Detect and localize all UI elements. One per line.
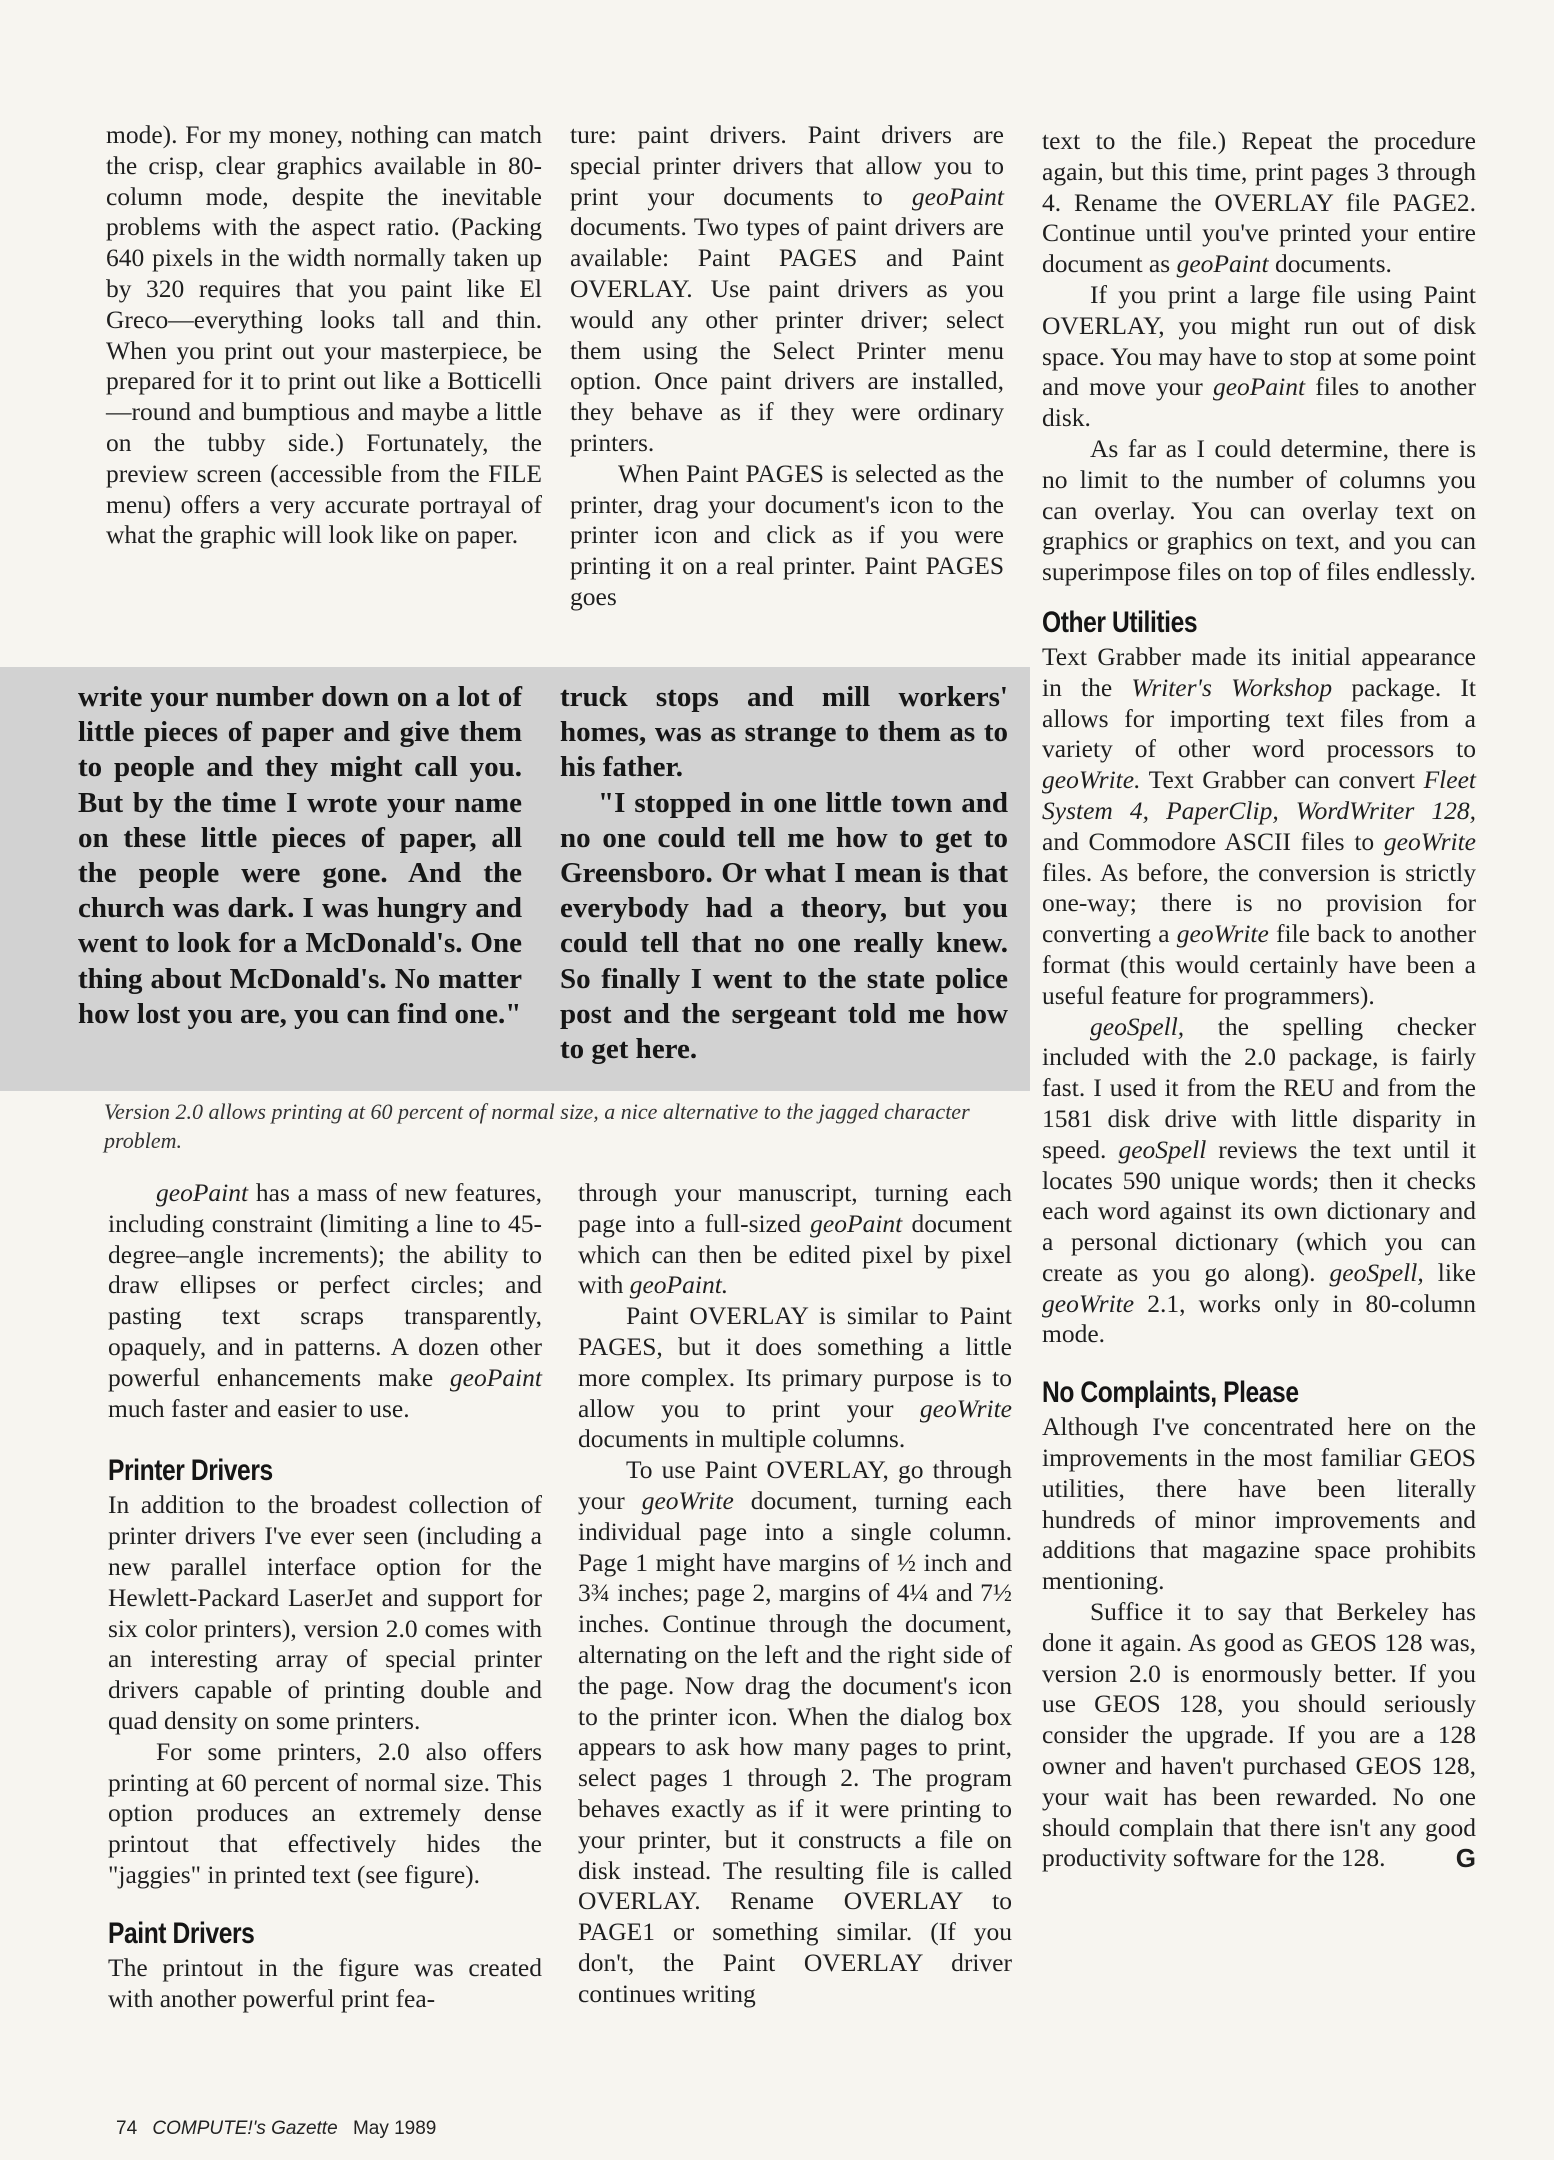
page-number: 74 [116,2118,138,2139]
paragraph: When Paint PAGES is selected as the printer, drag your document's icon to the printer icon and click as if you were printing it on a real printer. Paint PAGES goes [570,458,1004,611]
pull-quote-text: truck stops and mill workers' homes, was as strange to them as to his father. [560,681,1008,784]
paragraph: In addition to the broadest collection of printer drivers I've ever seen (including a new parallel interface option for the Hewlett-Packard LaserJet and support for six color printers), version 2.0 comes with an interesting array of special printer drivers capable of printing double and quad density on some printers. [108,1490,542,1735]
pull-quote-right [560,680,1008,1067]
paragraph: The printout in the figure was created with another powerful print fea- [108,1952,542,2013]
paragraph: Text Grabber made its initial appearance in the Writer's Workshop package. It allows for importing text files from a variety of other word processors to geoWrite. Text Grabber can convert Fleet System 4, PaperClip, WordWriter 128, and Commodore ASCII files to geoWrite files. As before, the conversion is strictly one-way; there is no provision for converting a geoWrite file back to another format (this would certainly have been a useful feature for programmers). [1042,641,1476,1010]
column-3 [1042,126,1476,1874]
paragraph: text to the file.) Repeat the procedure again, but this time, print pages 3 through 4. Rename the OVERLAY file PAGE2. Continue until you've printed your entire document as geoPaint documents. [1042,126,1476,279]
section-heading-paint-drivers: Paint Drivers [108,1916,255,1950]
paragraph: mode). For my money, nothing can match the crisp, clear graphics available in 80-column mode, despite the inevitable problems with the aspect ratio. (Packing 640 pixels in the width normally taken up by 320 requires that you paint like El Greco—everything looks tall and thin. When you print out your masterpiece, be prepared for it to print out like a Botticelli—round and bumptious and maybe a little on the tubby side.) Fortunately, the preview screen (accessible from the FILE menu) offers a very accurate portrayal of what the graphic will look like on paper. [106,120,542,550]
paragraph: To use Paint OVERLAY, go through your geoWrite document, turning each individual page into a single column. Page 1 might have margins of ½ inch and 3¾ inches; page 2, margins of 4¼ and 7½ inches. Continue through the document, alternating on the left and the right side of the page. Now drag the document's icon to the printer icon. When the dialog box appears to ask how many pages to print, select pages 1 through 2. The program behaves exactly as if it were printing to your printer, but it constructs a file on disk instead. The resulting file is called OVERLAY. Rename OVERLAY to PAGE1 or something similar. (If you don't, the Paint OVERLAY driver continues writing [578,1455,1012,2008]
paragraph: geoPaint has a mass of new features, including constraint (limiting a line to 45-degree–angle increments); the ability to draw ellipses or perfect circles; and pasting text scraps transparently, opaquely, and in patterns. A dozen other powerful enhancements make geoPaint much faster and easier to use. [108,1178,542,1423]
paragraph: As far as I could determine, there is no limit to the number of columns you can overlay. You can overlay text on graphics or graphics on text, and you can superimpose files on top of files endlessly. [1042,433,1476,587]
paragraph: If you print a large file using Paint OVERLAY, you might run out of disk space. You may have to stop at some point and move your geoPaint files to another disk. [1042,279,1476,433]
figure-caption: Version 2.0 allows printing at 60 percent of normal size, a nice alternative to the jagged character problem. [104,1099,970,1153]
paragraph: For some printers, 2.0 also offers printing at 60 percent of normal size. This option produces an extremely dense printout that effectively hides the "jaggies" in printed text (see figure). [108,1736,542,1889]
paragraph: through your manuscript, turning each page into a full-sized geoPaint document which can then be edited pixel by pixel with geoPaint. [578,1178,1012,1300]
column-1-top [106,120,542,551]
pull-quote-text: "I stopped in one little town and no one could tell me how to get to Greensboro. Or what I mean is that everybody had a theory, but you could tell that no one really knew. So finally I went to the state police post and the sergeant told me how to get here. [560,786,1008,1066]
paragraph: Suffice it to say that Berkeley has done it again. As good as GEOS 128 was, version 2.0 is enormously better. If you use GEOS 128, you should seriously consider the upgrade. If you are a 128 owner and haven't purchased GEOS 128, your wait has been rewarded. No one should complain that there isn't any good productivity software for the 128. G [1042,1597,1476,1874]
section-heading-printer-drivers: Printer Drivers [108,1454,273,1488]
end-mark: G [1455,1843,1476,1874]
issue-date: May 1989 [352,2118,437,2139]
pull-quote-text: write your number down on a lot of little pieces of paper and give them to people and they might call you. But by the time I wrote your name on these little pieces of paper, all the people were gone. And the church was dark. I was hungry and went to look for a McDonald's. One thing about McDonald's. No matter how lost you are, you can find one." [78,681,522,1030]
column-2-top [570,120,1004,613]
magazine-name: COMPUTE!'s Gazette [152,2118,338,2139]
page-footer [116,2118,446,2140]
section-heading-other-utilities: Other Utilities [1042,605,1198,639]
column-2-bottom [578,1178,1012,2010]
paragraph: geoSpell, the spelling checker included with the 2.0 package, is fairly fast. I used it from the REU and from the 1581 disk drive with little disparity in speed. geoSpell reviews the text until it locates 590 unique words; then it checks each word against its own dictionary and a personal dictionary (which you can create as you go along). geoSpell, like geoWrite 2.1, works only in 80-column mode. [1042,1011,1477,1349]
paragraph: Although I've concentrated here on the improvements in the most familiar GEOS utilities, there have been literally hundreds of minor improvements and additions that magazine space prohibits mentioning. [1042,1412,1476,1596]
column-1-bottom [108,1178,542,2014]
pull-quote-left [78,680,522,1032]
paragraph: ture: paint drivers. Paint drivers are special printer drivers that allow you to print your documents to geoPaint documents. Two types of paint drivers are available: Paint PAGES and Paint OVERLAY. Use paint drivers as you would any other printer driver; select them using the Select Printer menu option. Once paint drivers are installed, they behave as if they were ordinary printers. [570,120,1004,457]
paragraph: Paint OVERLAY is similar to Paint PAGES, but it does something a little more complex. Its primary purpose is to allow you to print your geoWrite documents in multiple columns. [578,1301,1012,1454]
section-heading-no-complaints: No Complaints, Please [1042,1376,1299,1410]
